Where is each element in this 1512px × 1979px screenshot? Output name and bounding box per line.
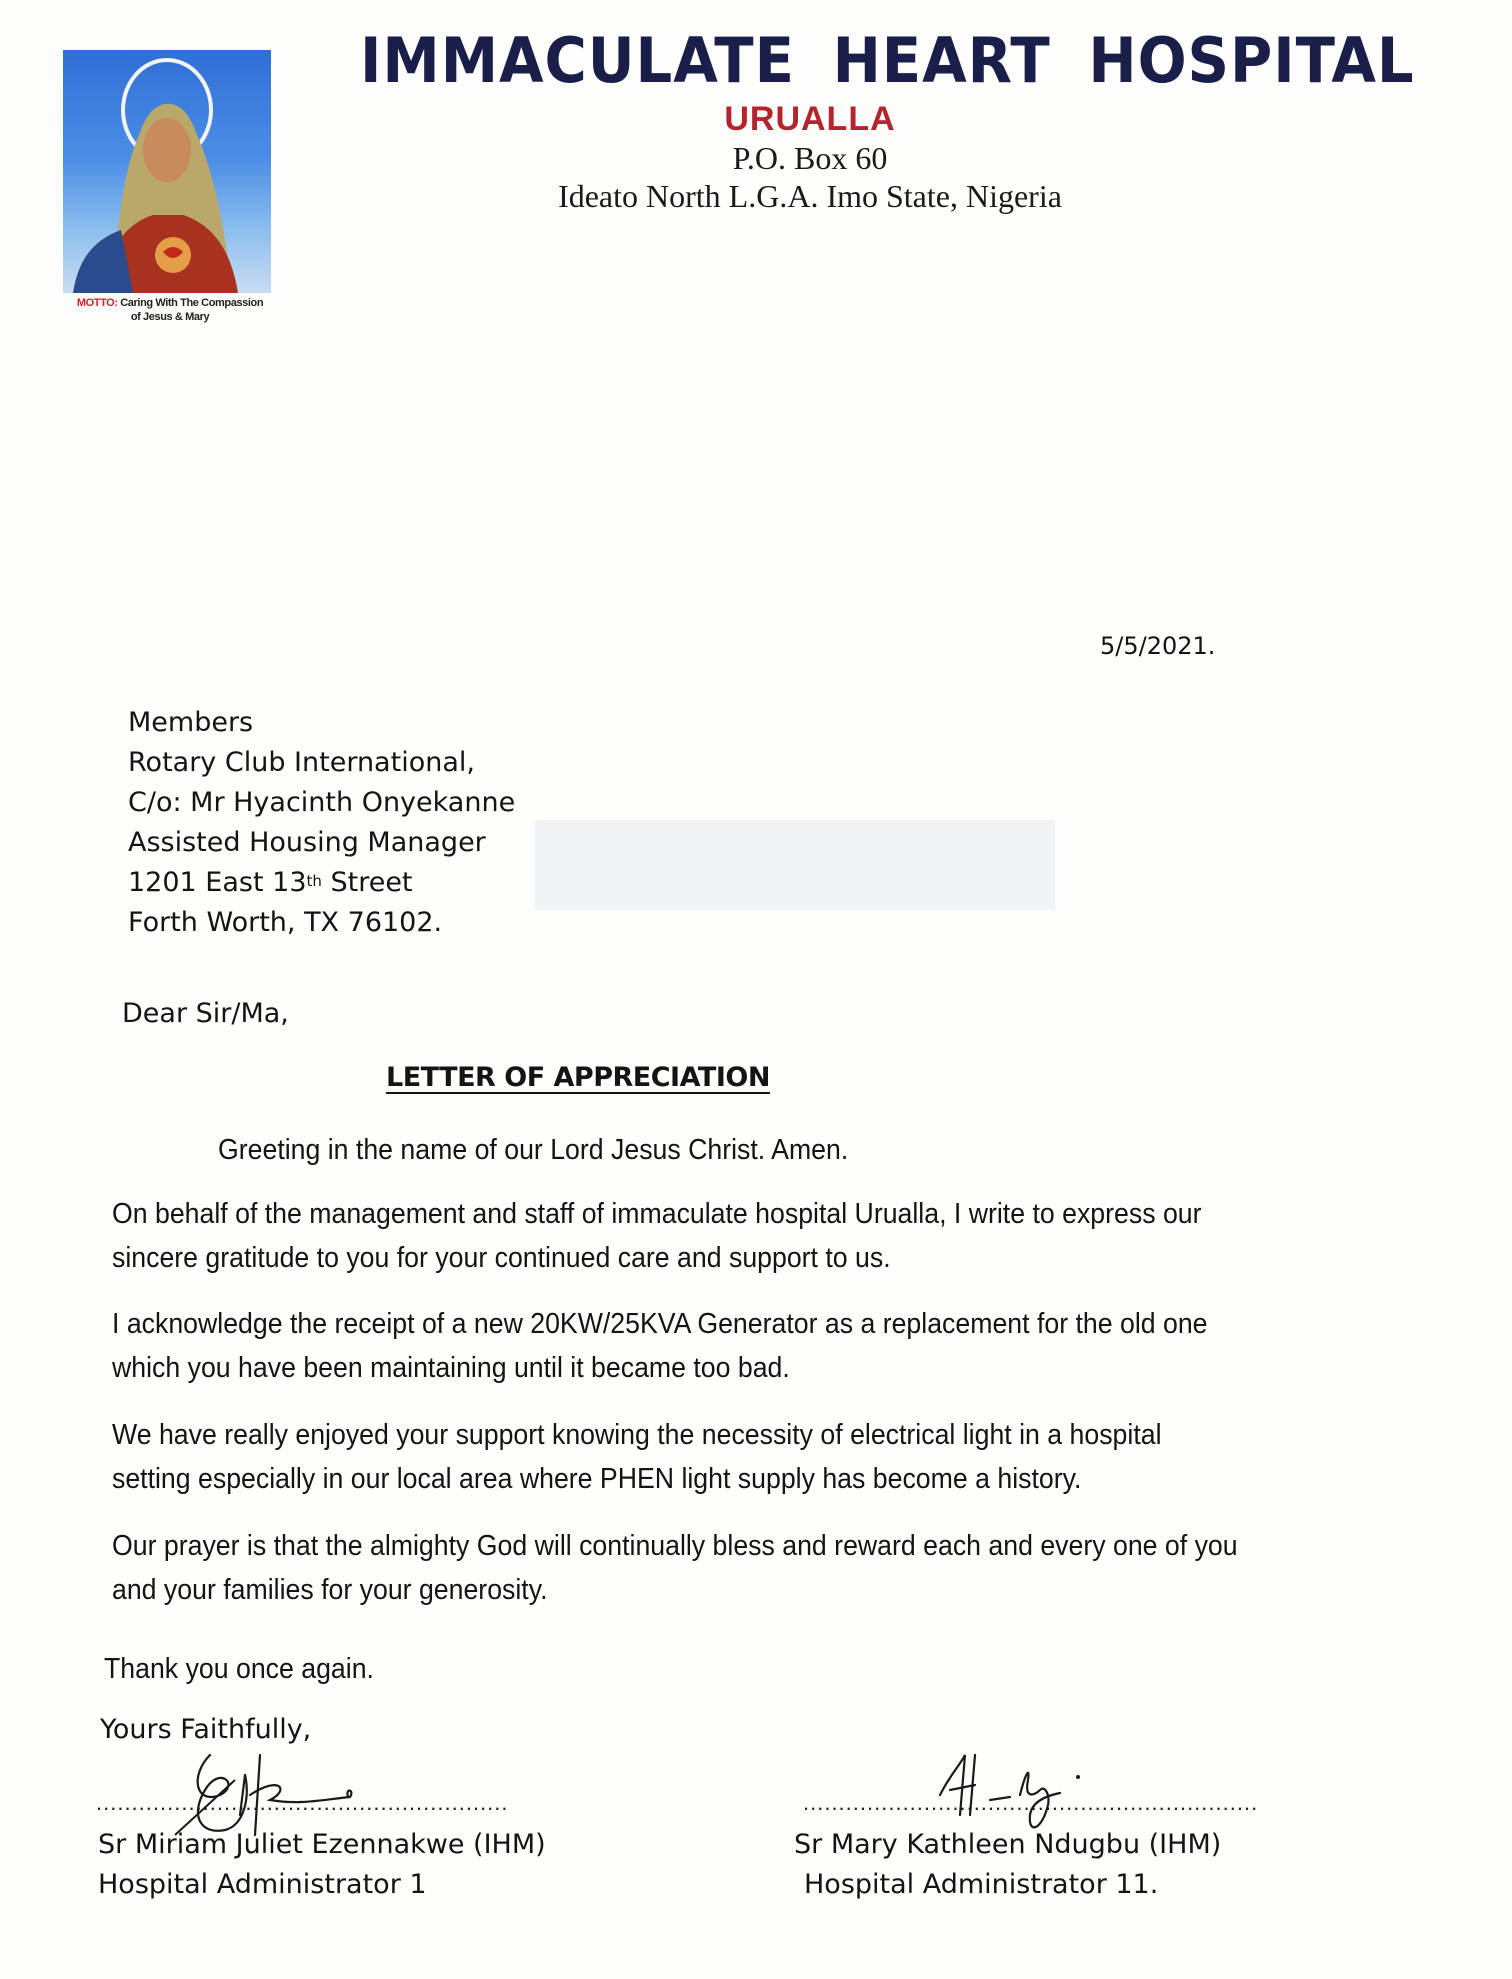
letter-date: 5/5/2021. (1100, 632, 1216, 660)
paragraph-line: Our prayer is that the almighty God will continually bless and reward each and every one of you (112, 1530, 1238, 1562)
paragraph-line: setting especially in our local area where PHEN light supply has become a history. (112, 1463, 1082, 1495)
motto-label: MOTTO: (76, 297, 118, 309)
street-number: 1201 East 13 (128, 867, 307, 898)
paragraph-line: which you have been maintaining until it became too bad. (112, 1352, 790, 1384)
motto (40, 296, 300, 324)
street-name: Street (321, 867, 413, 898)
recipient-line: Rotary Club International, (128, 747, 475, 778)
paragraph-prayer (112, 1524, 1308, 1612)
closing: Yours Faithfully, (100, 1714, 312, 1745)
paragraph-line: and your families for your generosity. (112, 1574, 548, 1606)
po-box: P.O. Box 60 (732, 140, 888, 176)
signatory-2 (794, 1825, 1221, 1905)
thanks-line: Thank you once again. (104, 1653, 374, 1685)
greeting: Greeting in the name of our Lord Jesus Christ. Amen. (218, 1134, 849, 1166)
recipient-line: Forth Worth, TX 76102. (128, 907, 443, 938)
letter-subject: LETTER OF APPRECIATION (386, 1062, 770, 1093)
signatory-name: Sr Miriam Juliet Ezennakwe (IHM) (98, 1829, 546, 1860)
signature-line: .......................................................... (96, 1790, 509, 1815)
signatory-title: Hospital Administrator 11. (804, 1869, 1159, 1900)
motto-text-line1: Caring With The Compassion (117, 297, 264, 309)
salutation: Dear Sir/Ma, (122, 998, 289, 1029)
signatory-title: Hospital Administrator 1 (98, 1869, 427, 1900)
motto-text-line2: of Jesus & Mary (130, 311, 210, 323)
recipient-line (128, 863, 515, 903)
recipient-address (128, 703, 515, 943)
paragraph-acknowledgement (112, 1302, 1308, 1390)
recipient-line: Members (128, 707, 254, 738)
sacred-heart-image (63, 50, 271, 293)
ordinal-suffix: th (306, 872, 322, 890)
recipient-line: C/o: Mr Hyacinth Onyekanne (128, 787, 516, 818)
recipient-line: Assisted Housing Manager (128, 827, 486, 858)
paragraph-line: I acknowledge the receipt of a new 20KW/25KVA Generator as a replacement for the old one (112, 1308, 1208, 1340)
paragraph-line: We have really enjoyed your support knowing the necessity of electrical light in a hospital (112, 1419, 1162, 1451)
hospital-address: Ideato North L.G.A. Imo State, Nigeria (558, 178, 1062, 214)
faded-watermark (535, 820, 1055, 910)
signature-line: ................................................................ (803, 1790, 1259, 1815)
hospital-town: URUALLA (724, 100, 896, 138)
signatory-1 (98, 1825, 546, 1905)
hospital-name: IMMACULATE HEART HOSPITAL (360, 24, 1415, 97)
paragraph-line: sincere gratitude to you for your continued care and support to us. (112, 1242, 891, 1274)
sacred-heart-logo (63, 50, 271, 293)
paragraph-line: On behalf of the management and staff of immaculate hospital Urualla, I write to express our (112, 1198, 1202, 1230)
paragraph-gratitude (112, 1192, 1308, 1280)
signatory-name: Sr Mary Kathleen Ndugbu (IHM) (794, 1829, 1222, 1860)
paragraph-support (112, 1413, 1308, 1501)
